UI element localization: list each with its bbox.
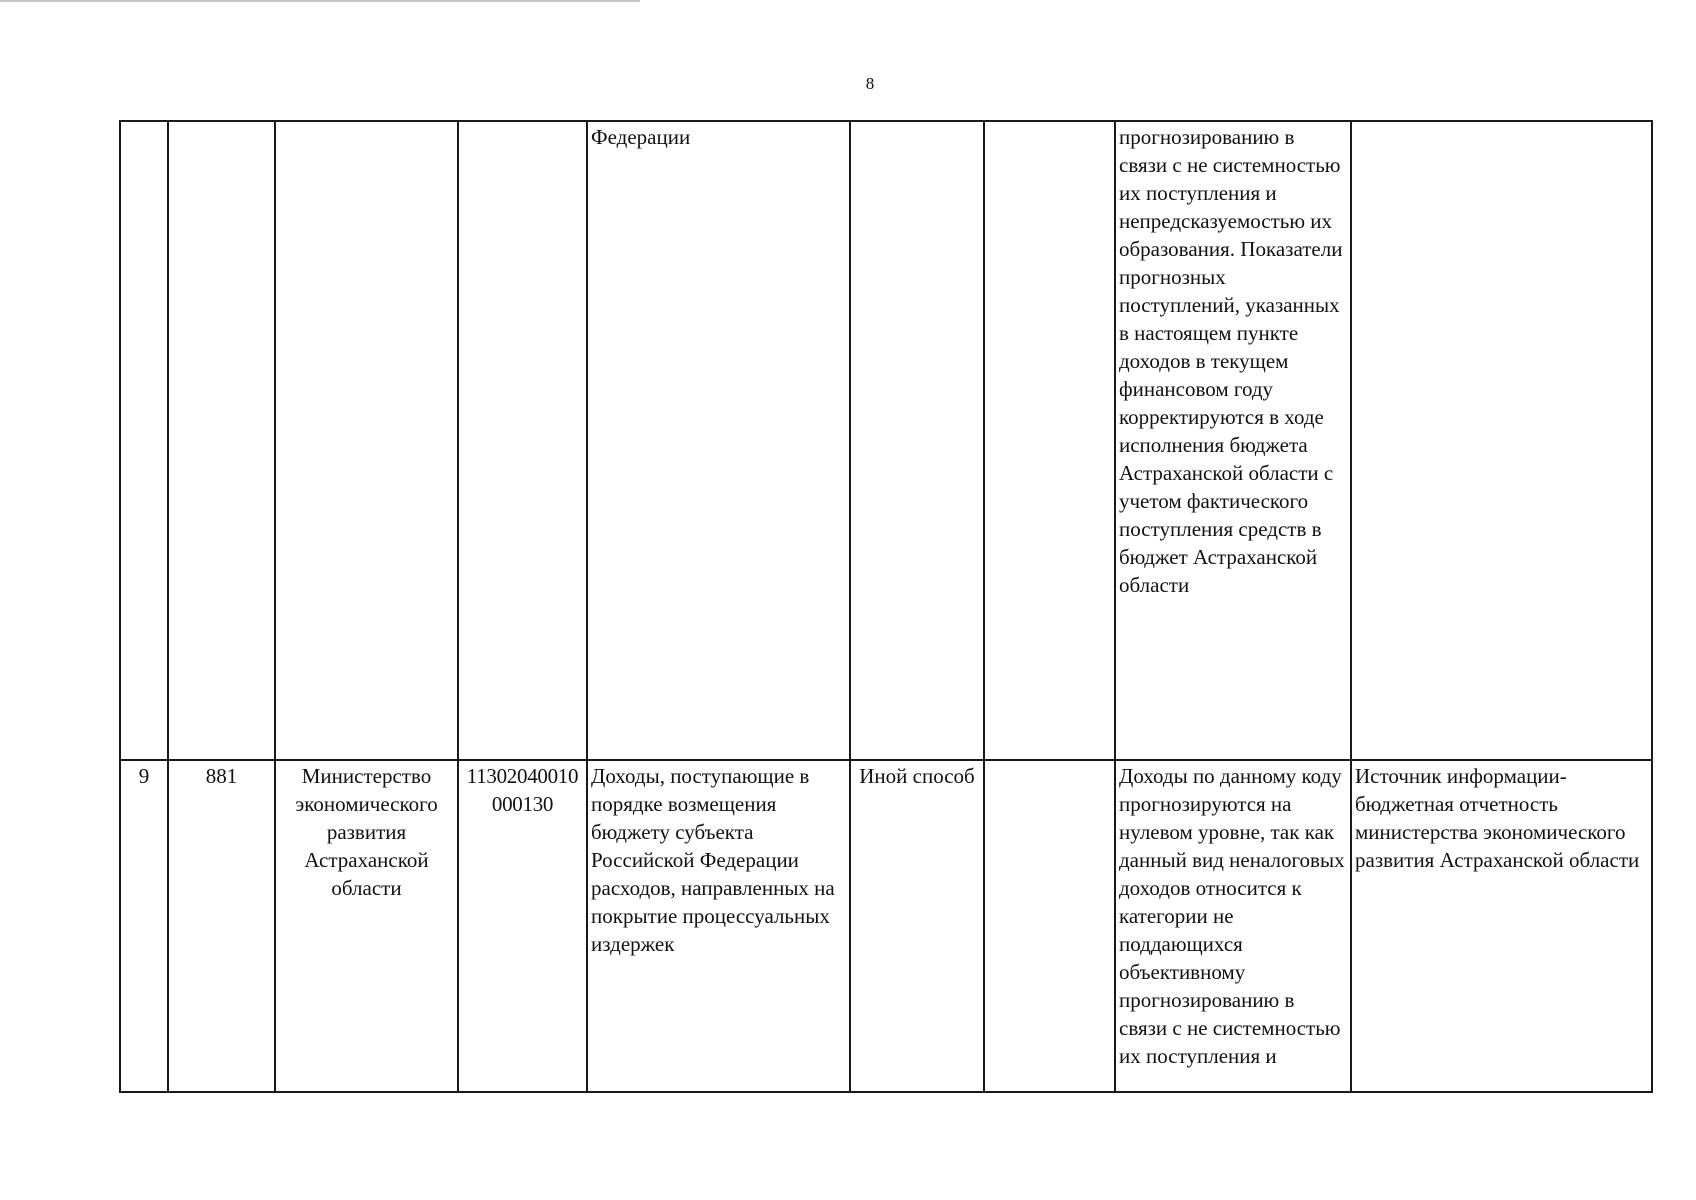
cell-formula: [984, 760, 1115, 1092]
page-number: 8: [865, 74, 875, 93]
cell-algorithm: прогнозированию в связи с не системностью их поступления и непредсказуемостью их образования. Показатели прогнозных поступлений, указанных в настоящем пункте доходов в текущем финансовом году корректируются в ходе исполнения бюджета Астраханской области с учетом фактического поступления средств в бюджет Астраханской области: [1115, 121, 1351, 760]
income-forecast-table: [119, 120, 1653, 1093]
cell-source: [1351, 121, 1652, 760]
cell-kbk-code: 11302040010000130: [458, 760, 587, 1092]
cell-source: Источник информации-бюджетная отчетность министерства экономического развития Астраханской области: [1351, 760, 1652, 1092]
cell-administrator: [275, 121, 458, 760]
cell-algorithm: Доходы по данному коду прогнозируются на нулевом уровне, так как данный вид неналоговых доходов относится к категории не поддающихся объективному прогнозированию в связи с не системностью их поступления и: [1115, 760, 1351, 1092]
cell-number: 9: [120, 760, 168, 1092]
table-row-continued: [120, 121, 1652, 760]
cell-admin-code: [168, 121, 275, 760]
table-row-9: [120, 760, 1652, 1092]
cell-formula: [984, 121, 1115, 760]
cell-income-name: Доходы, поступающие в порядке возмещения бюджету субъекта Российской Федерации расходов, направленных на покрытие процессуальных издержек: [587, 760, 850, 1092]
cell-income-name: Федерации: [587, 121, 850, 760]
cell-method: [850, 121, 984, 760]
cell-administrator: Министерство экономического развития Астраханской области: [275, 760, 458, 1092]
cell-number: [120, 121, 168, 760]
scan-artifact-top: [0, 0, 640, 2]
cell-method: Иной способ: [850, 760, 984, 1092]
cell-kbk-code: [458, 121, 587, 760]
cell-admin-code: 881: [168, 760, 275, 1092]
